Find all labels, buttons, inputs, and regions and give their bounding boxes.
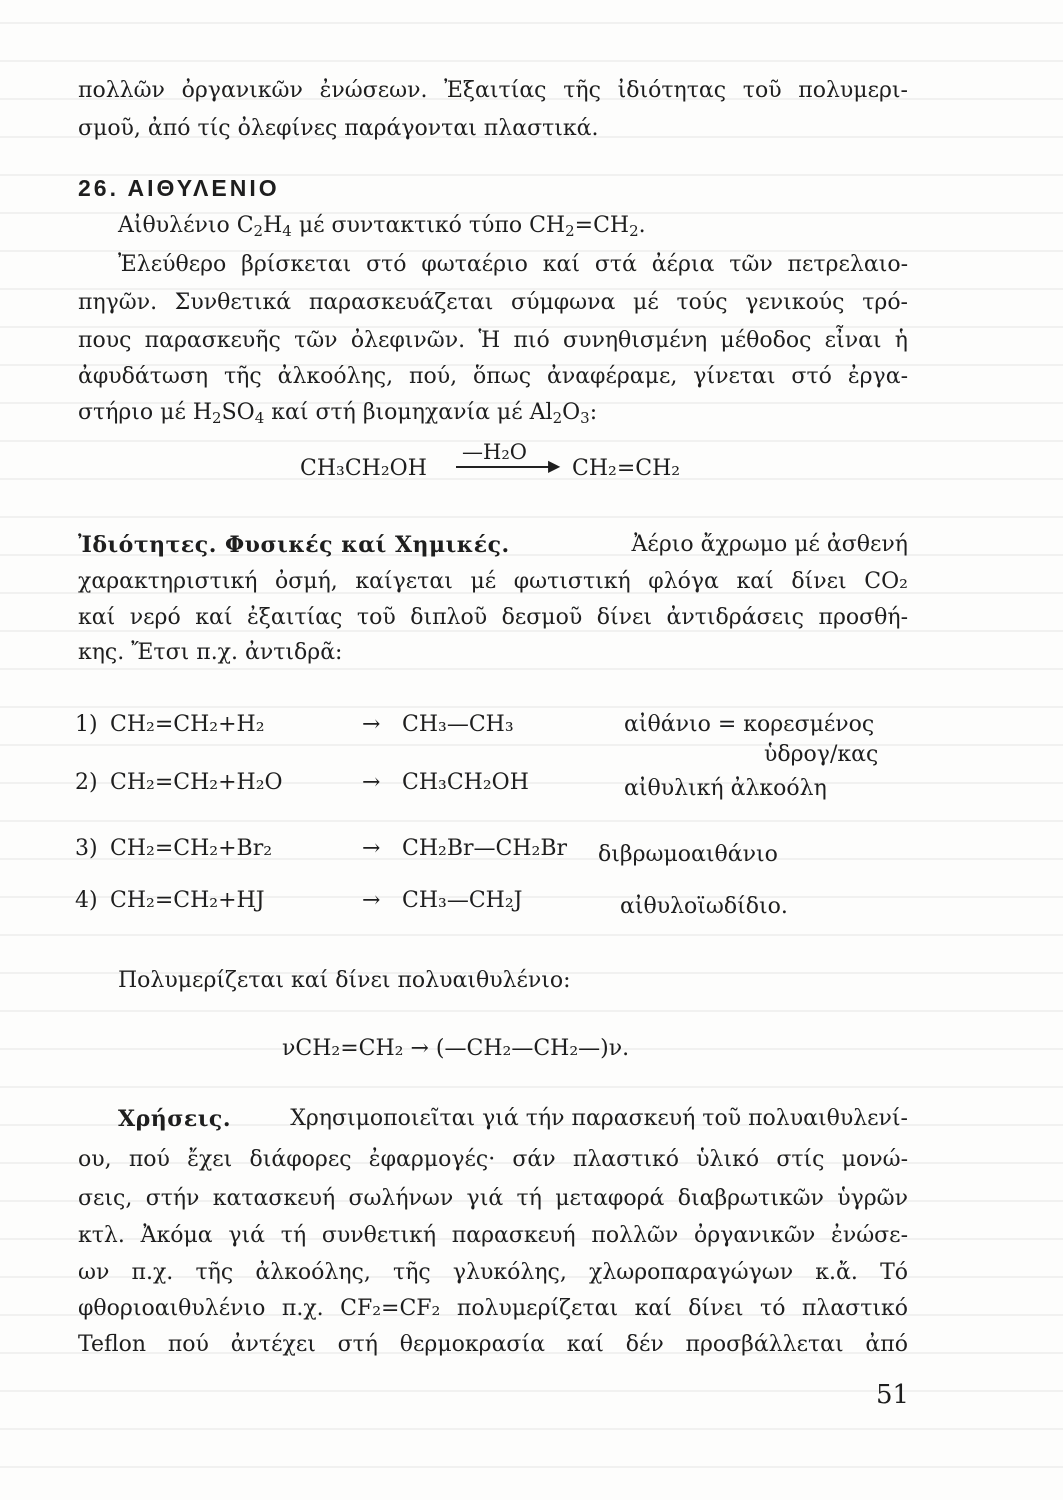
para2-line-3: πους παρασκευῆς τῶν ὀλεφινῶν. Ἡ πιό συνηθισμένη μέθοδος εἶναι ἡ: [78, 328, 908, 353]
para2-line-5: στήριο μέ $H_2SO_4$ καί στή βιομηχανία μέ $Al_2O_3$:: [78, 400, 598, 427]
uses-line-5: ων π.χ. τῆς ἀλκοόλης, τῆς γλυκόλης, χλωροπαραγώγων κ.ἄ. Τό: [78, 1260, 908, 1285]
section-heading: [78, 175, 280, 202]
intro-line-1: πολλῶν ὀργανικῶν ἐνώσεων. Ἐξαιτίας τῆς ἰδιότητας τοῦ πολυμερι-: [78, 78, 908, 103]
dehydration-reactant: CH₃CH₂OH: [300, 456, 427, 481]
properties-line-1: Ἰδιότητες. Φυσικές καί Χημικές. Ἀέριο ἄχρωμο μέ ἀσθενή: [78, 532, 908, 558]
polymer-intro: Πολυμερίζεται καί δίνει πολυαιθυλένιο:: [118, 968, 571, 993]
uses-line-7: Teflon πού ἀντέχει στή θερμοκρασία καί δέν προσβάλλεται ἀπό: [78, 1332, 908, 1357]
book-page: πολλῶν ὀργανικῶν ἐνώσεων. Ἐξαιτίας τῆς ἰδιότητας τοῦ πολυμερι- σμοῦ, ἀπό τίς ὀλεφίνες παράγονται πλαστικά. 26. ΑΙΘΥΛΕΝΙΟ Αἰθυλένιο $C_2H_4$ μέ συντακτικό τύπο $CH_2=CH_2$. Ἐλεύθερο βρίσκεται στό φωταέριο καί στά ἀέρια τῶν πετρελαιο- πηγῶν. Συνθετικά παρασκευάζεται σύμφωνα μέ τούς γενικούς τρό- πους παρασκευῆς τῶν ὀλεφινῶν. Ἡ πιό συνηθισμένη μέθοδος εἶναι ἡ ἀφυδάτωση τῆς ἀλκοόλης, πού, ὅπως ἀναφέραμε, γίνεται στό ἐργα- στήριο μέ $H_2SO_4$ καί στή βιομηχανία μέ $Al_2O_3$: CH₃CH₂OH —H₂O ▶ CH₂=CH₂ Ἰδιότητες. Φυσικές καί Χημικές. Ἀέριο ἄχρωμο μέ ἀσθενή χαρακτηριστική ὀσμή, καίγεται μέ φωτιστική φλόγα καί δίνει CO₂ καί νερό καί ἐξαιτίας τοῦ διπλοῦ δεσμοῦ δίνει ἀντιδράσεις προσθή- κης. Ἔτσι π.χ. ἀντιδρᾶ: 1) CH₂=CH₂+H₂ → CH₃—CH₃ αἰθάνιο = κορεσμένος ὑδρογ/κας 2) CH₂=CH₂+H₂O → CH₃CH₂OH αἰθυλική ἀλκοόλη 3) CH₂=CH₂+Br₂ → CH₂Br—CH₂Br διβρωμοαιθάνιο 4) CH₂=CH₂+HJ → CH₃—CH₂J αἰθυλοϊωδίδιο. Πολυμερίζεται καί δίνει πολυαιθυλένιο: νCH₂=CH₂ → (—CH₂—CH₂—)ν. Χρήσεις. Χρησιμοποιεῖται γιά τήν παρασκευή τοῦ πολυαιθυλενί- ου, πού ἔχει διάφορες ἐφαρμογές· σάν πλαστικό ὑλικό στίς μονώ- σεις, στήν κατασκευή σωλήνων γιά τή μεταφορά διαβρωτικῶν ὑγρῶν κτλ. Ἀκόμα γιά τή συνθετική παρασκευή πολλῶν ὀργανικῶν ἐνώσε- ων π.χ. τῆς ἀλκοόλης, τῆς γλυκόλης, χλωροπαραγώγων κ.ἄ. Τό φθοριοαιθυλένιο π.χ. CF₂=CF₂ πολυμερίζεται καί δίνει τό πλαστικό Teflon πού ἀντέχει στή θερμοκρασία καί δέν προσβάλλεται ἀπό 51: [0, 0, 1063, 1500]
uses-line-2: ου, πού ἔχει διάφορες ἐφαρμογές· σάν πλαστικό ὑλικό στίς μονώ-: [78, 1147, 908, 1172]
intro-line-2: σμοῦ, ἀπό τίς ὀλεφίνες παράγονται πλαστικά.: [78, 116, 599, 141]
uses-line-6: φθοριοαιθυλένιο π.χ. CF₂=CF₂ πολυμερίζεται καί δίνει τό πλαστικό: [78, 1296, 908, 1321]
page-number: 51: [876, 1380, 910, 1410]
uses-line-4: κτλ. Ἀκόμα γιά τή συνθετική παρασκευή πολλῶν ὀργανικῶν ἐνώσε-: [78, 1223, 908, 1248]
section-title: ΑΙΘΥΛΕΝΙΟ: [127, 175, 280, 201]
definition-line: Αἰθυλένιο $C_2H_4$ μέ συντακτικό τύπο $CH_2=CH_2$.: [118, 213, 646, 240]
uses-line-1: Χρήσεις. Χρησιμοποιεῖται γιά τήν παρασκευή τοῦ πολυαιθυλενί-: [118, 1106, 908, 1132]
properties-line-3: καί νερό καί ἐξαιτίας τοῦ διπλοῦ δεσμοῦ δίνει ἀντιδράσεις προσθή-: [78, 605, 908, 630]
polymer-equation: νCH₂=CH₂ → (—CH₂—CH₂—)ν.: [282, 1036, 630, 1061]
dehydration-product: CH₂=CH₂: [572, 456, 681, 481]
section-number: 26.: [78, 175, 119, 201]
properties-line-2: χαρακτηριστική ὀσμή, καίγεται μέ φωτιστική φλόγα καί δίνει CO₂: [78, 569, 908, 594]
para2-line-1: Ἐλεύθερο βρίσκεται στό φωταέριο καί στά ἀέρια τῶν πετρελαιο-: [118, 252, 908, 277]
reaction-arrow-head: ▶: [548, 456, 561, 475]
para2-line-4: ἀφυδάτωση τῆς ἀλκοόλης, πού, ὅπως ἀναφέραμε, γίνεται στό ἐργα-: [78, 364, 908, 389]
dehydration-reagent: —H₂O: [462, 440, 527, 464]
uses-line-3: σεις, στήν κατασκευή σωλήνων γιά τή μεταφορά διαβρωτικῶν ὑγρῶν: [78, 1186, 908, 1211]
para2-line-2: πηγῶν. Συνθετικά παρασκευάζεται σύμφωνα μέ τούς γενικούς τρό-: [78, 290, 908, 315]
reaction-arrow-line: [456, 466, 556, 468]
uses-label: Χρήσεις.: [118, 1106, 231, 1132]
properties-label: Ἰδιότητες. Φυσικές καί Χημικές.: [78, 532, 510, 558]
properties-line-4: κης. Ἔτσι π.χ. ἀντιδρᾶ:: [78, 640, 343, 665]
